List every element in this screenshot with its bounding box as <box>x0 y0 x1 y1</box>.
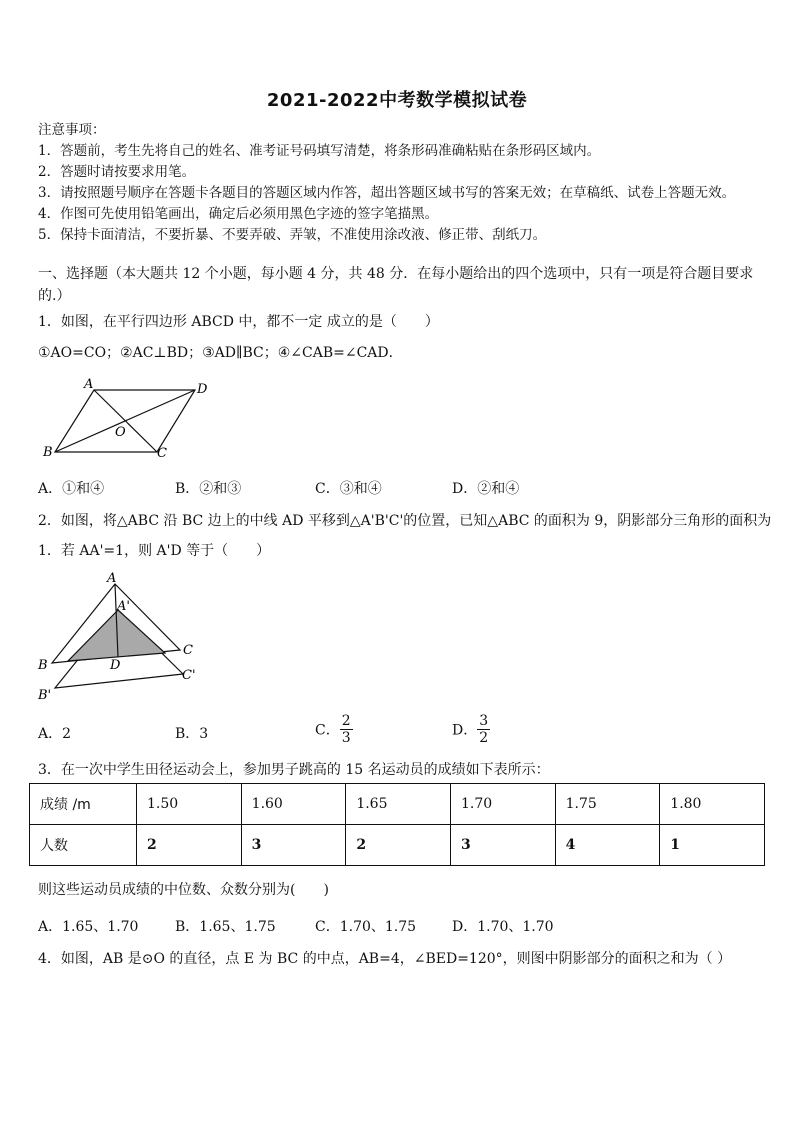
table-cell: 4 <box>555 825 660 866</box>
table-header-cell: 成绩 /m <box>30 784 137 825</box>
q2-stem-line1: 2．如图，将△ABC 沿 BC 边上的中线 AD 平移到△A'B'C'的位置，已知△ABC 的面积为 9，阴影部分三角形的面积为 <box>38 513 772 529</box>
fraction-denominator: 2 <box>479 730 489 746</box>
q2-option-c[interactable] <box>315 713 353 746</box>
label-d: D <box>197 382 208 397</box>
q1-option-b[interactable]: B．②和③ <box>175 481 242 497</box>
q3-option-a[interactable]: A．1.65、1.70 <box>38 919 139 935</box>
notice-item: 2．答题时请按要求用笔。 <box>38 164 196 180</box>
label-c-prime: C' <box>182 668 196 683</box>
q2-option-d-prefix: D． <box>452 722 478 739</box>
q1-parallelogram-figure <box>38 375 218 465</box>
page-title: 2021-2022中考数学模拟试卷 <box>266 90 528 111</box>
fraction-denominator: 3 <box>341 730 351 746</box>
q2-option-b[interactable]: B．3 <box>175 726 209 742</box>
table-cell: 1 <box>660 825 765 866</box>
q1-conditions: ①AO=CO；②AC⊥BD；③AD∥BC；④∠CAB=∠CAD． <box>38 345 403 361</box>
table-cell: 1.65 <box>346 784 451 825</box>
notice-item: 5．保持卡面清洁，不要折暴、不要弄破、弄皱，不准使用涂改液、修正带、刮纸刀。 <box>38 227 547 243</box>
table-header-cell: 人数 <box>30 825 137 866</box>
q3-question: 则这些运动员成绩的中位数、众数分别为( ) <box>38 882 329 898</box>
label-o: O <box>115 425 126 440</box>
q2-option-c-prefix: C． <box>315 722 340 739</box>
table-row <box>30 825 765 866</box>
fraction-numerator: 2 <box>341 713 351 729</box>
q3-score-table <box>29 783 765 866</box>
q1-option-c[interactable]: C．③和④ <box>315 481 382 497</box>
label-a: A <box>107 571 117 586</box>
q3-option-d[interactable]: D．1.70、1.70 <box>452 919 554 935</box>
q2-option-c-fraction <box>340 713 353 746</box>
q2-option-d[interactable] <box>452 713 490 746</box>
notice-item: 1．答题前，考生先将自己的姓名、准考证号码填写清楚，将条形码准确粘贴在条形码区域内。 <box>38 143 601 159</box>
q2-option-d-fraction <box>477 713 490 746</box>
q3-option-b[interactable]: B．1.65、1.75 <box>175 919 276 935</box>
fraction-numerator: 3 <box>479 713 489 729</box>
q2-stem-line2: 1．若 AA'=1，则 A'D 等于（ ） <box>38 543 271 559</box>
table-cell: 1.50 <box>137 784 242 825</box>
q4-stem: 4．如图，AB 是⊙O 的直径，点 E 为 BC 的中点，AB=4，∠BED=120°，则图中阴影部分的面积之和为（ ） <box>38 951 732 967</box>
q2-option-a[interactable]: A．2 <box>38 726 72 742</box>
label-b-prime: B' <box>38 688 52 703</box>
label-b: B <box>43 445 53 460</box>
label-d: D <box>110 658 121 673</box>
label-c: C <box>157 446 167 461</box>
table-cell: 1.60 <box>241 784 346 825</box>
label-b: B <box>38 658 48 673</box>
notice-heading: 注意事项： <box>38 122 106 138</box>
table-cell: 1.75 <box>555 784 660 825</box>
label-a: A <box>84 377 94 392</box>
q1-option-d[interactable]: D．②和④ <box>452 481 520 497</box>
table-cell: 1.70 <box>450 784 555 825</box>
q1-stem: 1．如图，在平行四边形 ABCD 中，都不一定 成立的是（ ） <box>38 314 439 330</box>
table-cell: 1.80 <box>660 784 765 825</box>
table-cell: 2 <box>346 825 451 866</box>
q2-triangle-figure <box>35 570 210 705</box>
label-a-prime: A' <box>117 599 130 614</box>
table-row <box>30 784 765 825</box>
q3-option-c[interactable]: C．1.70、1.75 <box>315 919 417 935</box>
table-cell: 2 <box>137 825 242 866</box>
label-c: C <box>183 643 193 658</box>
q1-option-a[interactable]: A．①和④ <box>38 481 105 497</box>
table-cell: 3 <box>241 825 346 866</box>
notice-item: 3．请按照题号顺序在答题卡各题目的答题区域内作答，超出答题区域书写的答案无效；在草稿纸、试卷上答题无效。 <box>38 185 736 201</box>
section-heading: 一、选择题（本大题共 12 个小题，每小题 4 分，共 48 分．在每小题给出的四个选项中，只有一项是符合题目要求的.） <box>38 266 754 304</box>
table-cell: 3 <box>450 825 555 866</box>
notice-block <box>38 120 768 246</box>
notice-item: 4．作图可先使用铅笔画出，确定后必须用黑色字迹的签字笔描黑。 <box>38 206 439 222</box>
q3-stem: 3．在一次中学生田径运动会上，参加男子跳高的 15 名运动员的成绩如下表所示： <box>38 762 550 778</box>
